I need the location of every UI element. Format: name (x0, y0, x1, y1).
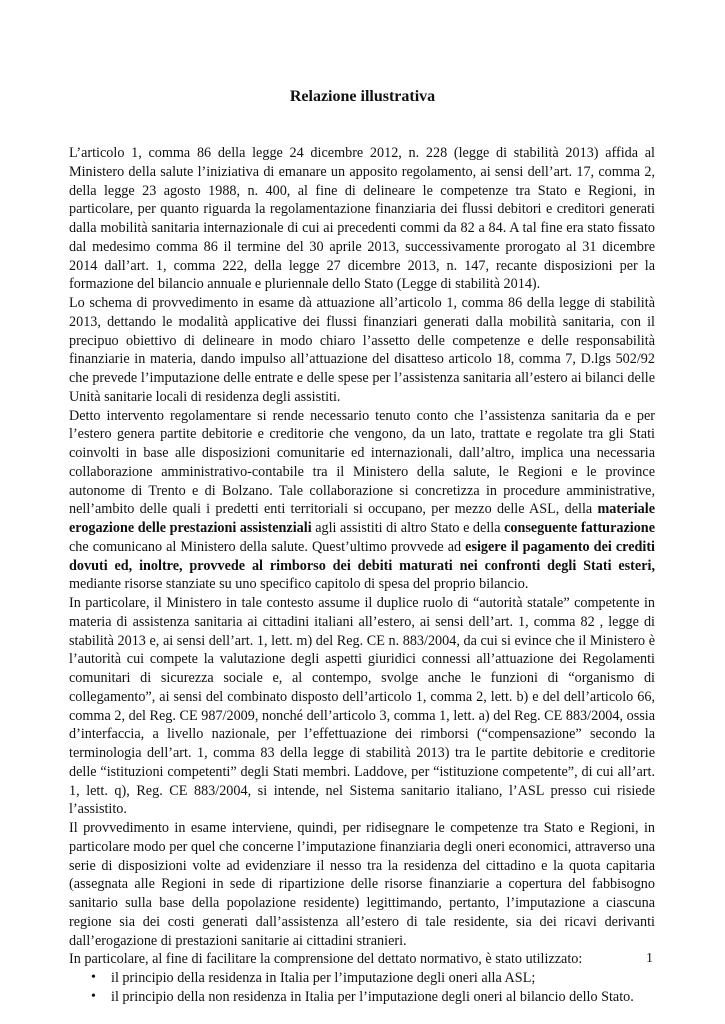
bullet-icon: • (91, 970, 96, 985)
paragraph (69, 294, 655, 407)
paragraph-container (69, 144, 655, 969)
paragraph-text: che comunicano al Ministero della salute. Quest’ultimo provvede ad (69, 538, 466, 555)
paragraph (69, 144, 655, 294)
paragraph-text: In particolare, al fine di facilitare la comprensione del dettato normativo, è stato utilizzato: (69, 951, 583, 968)
bold-text: esigere il pagamento dei crediti dovuti ed, inoltre, provvede al rimborso dei debiti maturati nei confronti degli Stati esteri, (69, 538, 655, 574)
paragraph (69, 819, 655, 950)
paragraph-text: mediante risorse stanziate su uno specifico capitolo di spesa del proprio bilancio. (69, 576, 529, 593)
paragraph-text: In particolare, il Ministero in tale contesto assume il duplice ruolo di “autorità statale” competente in materia di assistenza sanitaria ai cittadini italiani all’estero, ai sensi dell’art. 1, comma 82 , legge di stabilità 2013 e, ai sensi dell’art. 1, lett. m) del Reg. CE n. 883/2004, da cui si evince che il Ministero è l’autorità cui compete la valutazione degli aspetti giuridici connessi all’attuazione dei Regolamenti comunitari di sicurezza sociale e, al contempo, svolge anche le funzioni di “organismo di collegamento”, ai sensi del combinato disposto dell’articolo 1, comma 2, lett. b) e del dell’articolo 66, comma 2, del Reg. CE 987/2009, nonché dell’articolo 3, comma 1, lett. a) del Reg. CE 883/2004, ossia d’interfaccia, a livello nazionale, per l’effettuazione dei rimborsi (“compensazione” secondo la terminologia dell’art. 1, comma 83 della legge di stabilità 2013) tra le partite debitorie e creditorie delle “istituzioni competenti” degli Stati membri. Laddove, per “istituzione competente”, di cui all’art. 1, lett. q), Reg. CE 883/2004, si intende, nel Sistema sanitario italiano, l’ASL presso cui risiede l’assistito. (69, 595, 655, 818)
bold-text: materiale erogazione delle prestazioni assistenziali (69, 501, 655, 536)
bullet-text: il principio della residenza in Italia per l’imputazione degli oneri alla ASL; (111, 970, 536, 986)
paragraph-text: Detto intervento regolamentare si rende necessario tenuto conto che l’assistenza sanitaria da e per l’estero genera partite debitorie e creditorie che vengono, da un lato, trattate e regolate tra gli Stati coinvolti in base alle disposizioni comunitarie ed internazionali, dall’altro, implica una necessaria collaborazione amministrativo-contabile tra il Ministero della salute, le Regioni e le province autonome di Trento e di Bolzano. Tale collaborazione si concretizza in procedure amministrative, nell’ambito delle quali i predetti enti territoriali si occupano, per mezzo delle ASL, della (69, 407, 655, 518)
paragraph-text: agli assistiti di altro Stato e della (311, 520, 505, 536)
bullet-item (69, 969, 655, 988)
paragraph (69, 950, 655, 969)
bold-text: conseguente fatturazione (504, 520, 655, 536)
bullet-text: il principio della non residenza in Italia per l’imputazione degli oneri al bilancio dello Stato. (111, 988, 634, 1005)
bullet-list (69, 969, 655, 1007)
paragraph-text: Lo schema di provvedimento in esame dà attuazione all’articolo 1, comma 86 della legge di stabilità 2013, dettando le modalità applicative dei flussi finanziari generati dalla mobilità sanitaria, con il precipuo obiettivo di delineare in modo chiaro l’assetto delle competenze e delle responsabilità finanziarie in materia, dando impulso all’attuazione del disatteso articolo 18, comma 7, D.lgs 502/92 che prevede l’imputazione delle entrate e delle spese per l’assistenza sanitaria all’estero ai bilanci delle Unità sanitarie locali di residenza degli assistiti. (69, 295, 655, 405)
bullet-icon: • (91, 988, 96, 1004)
paragraph-text: L’articolo 1, comma 86 della legge 24 dicembre 2012, n. 228 (legge di stabilità 2013) affida al Ministero della salute l’iniziativa di emanare un apposito regolamento, ai sensi dell’art. 17, comma 2, della legge 23 agosto 1988, n. 400, al fine di delineare le competenze tra Stato e Regioni, in particolare, per quanto riguarda la regolamentazione finanziaria dei flussi debitori e creditori generati dalla mobilità sanitaria internazionale di cui ai precedenti commi da 82 a 84. A tal fine era stato fissato dal medesimo comma 86 il termine del 30 aprile 2013, successivamente prorogato al 31 dicembre 2014 dall’art. 1, comma 222, della legge 27 dicembre 2013, n. 147, recante disposizioni per la formazione del bilancio annuale e pluriennale dello Stato (Legge di stabilità 2014). (69, 145, 655, 293)
paragraph (69, 407, 655, 595)
paragraph-text: Il provvedimento in esame interviene, quindi, per ridisegnare le competenze tra Stato e Regioni, in particolare modo per quel che concerne l’imputazione finanziaria degli oneri economici, attraverso una serie di disposizioni volte ad evidenziare il nesso tra la residenza del cittadino e la quota capitaria (assegnata alle Regioni in sede di ripartizione delle risorse finanziarie a copertura del fabbisogno sanitario sulla base della popolazione residente) legittimando, pertanto, l’imputazione a ciascuna regione sia dei costi generati dall’assistenza all’estero di tale residente, sia dei ricavi derivanti dall’erogazione di prestazioni sanitarie ai cittadini stranieri. (69, 820, 655, 949)
document-body (69, 144, 655, 1007)
document-title: Relazione illustrativa (289, 88, 436, 105)
bullet-item (69, 988, 655, 1007)
paragraph (69, 594, 655, 819)
page-number: 1 (646, 951, 653, 966)
